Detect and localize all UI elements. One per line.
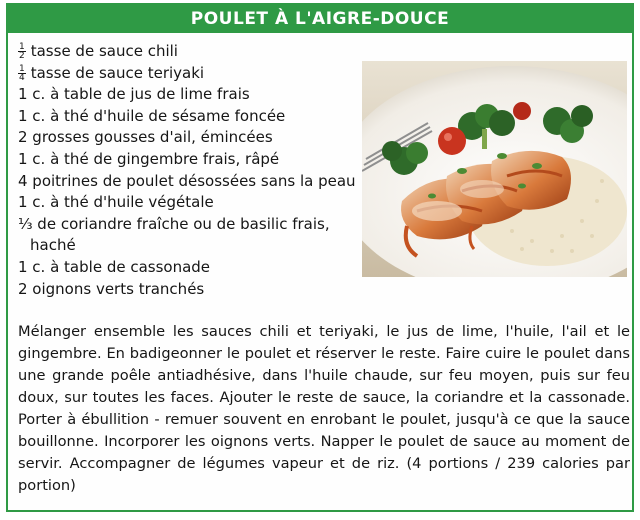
ingredient-item: 4 poitrines de poulet désossées sans la peau <box>18 171 356 190</box>
directions-paragraph: Mélanger ensemble les sauces chili et teriyaki, le jus de lime, l'huile, l'ail et le gingembre. En badigeonner le poulet et réserver le reste. Faire cuire le poulet dans une grande poêle antiadhésive, dans l'huile chaude, sur feu moyen, puis sur feu doux, sur toutes les faces. Ajouter le reste de sauce, la coriandre et la cassonade. Porter à ébullition - remuer souvent en enrobant le poulet, jusqu'à ce que la sauce bouillonne. Incorporer les oignons verts. Napper le poulet de sauce au moment de servir. Accompagner de légumes vapeur et de riz. (4 portions / 239 calories par portion) <box>18 323 630 494</box>
fraction-numerator: 1 <box>19 63 25 74</box>
ingredient-item: 1 c. à table de cassonade <box>18 257 211 276</box>
fraction <box>18 65 26 82</box>
ingredient-item <box>18 63 358 85</box>
ingredient-item: ⅓ de coriandre fraîche ou de basilic frais, <box>18 214 330 233</box>
ingredient-item: 1 c. à thé d'huile de sésame foncée <box>18 106 286 125</box>
ingredient-text: tasse de sauce teriyaki <box>30 63 205 82</box>
fraction <box>18 43 26 60</box>
recipe-title: POULET À L'AIGRE-DOUCE <box>8 5 632 33</box>
ingredient-item: 1 c. à thé d'huile végétale <box>18 193 214 212</box>
ingredient-list <box>18 41 358 300</box>
ingredient-item-continuation: haché <box>30 236 76 255</box>
fraction-numerator: 1 <box>19 42 25 52</box>
ingredient-item <box>18 41 358 63</box>
dish-photo <box>362 61 627 277</box>
ingredient-item: 2 grosses gousses d'ail, émincées <box>18 128 273 147</box>
ingredient-text: tasse de sauce chili <box>30 42 178 60</box>
recipe-card <box>6 3 634 512</box>
ingredient-item: 1 c. à table de jus de lime frais <box>18 85 250 104</box>
ingredient-item: 2 oignons verts tranchés <box>18 279 205 298</box>
ingredient-item: 1 c. à thé de gingembre frais, râpé <box>18 149 280 168</box>
fraction-denominator: 2 <box>19 51 25 61</box>
fraction-denominator: 4 <box>19 72 25 83</box>
